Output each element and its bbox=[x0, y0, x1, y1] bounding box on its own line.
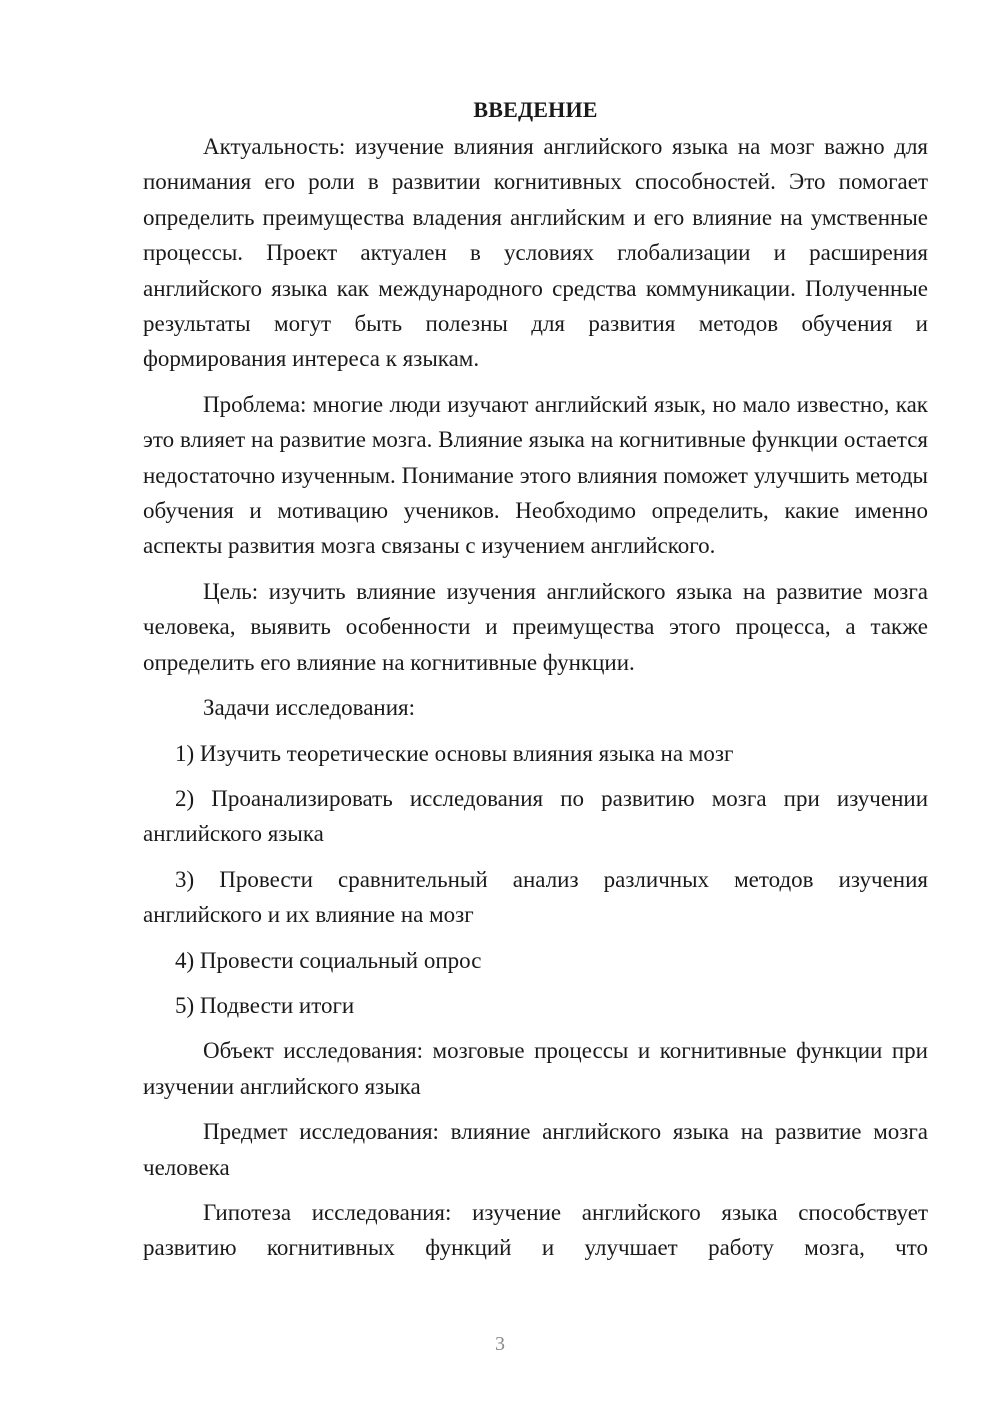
problem-paragraph: Проблема: многие люди изучают английский язык, но мало известно, как это влияет на развитие мозга. Влияние языка на когнитивные функции остается недостаточно изученным. Понимание этого влияния поможет улучшить методы обучения и мотивацию учеников. Необходимо определить, какие именно аспекты развития мозга связаны с изучением английского. bbox=[143, 391, 928, 559]
hypothesis-paragraph: Гипотеза исследования: изучение английского языка способствует развитию когнитивных функций и улучшает работу мозга, что bbox=[143, 1199, 928, 1261]
tasks-heading: Задачи исследования: bbox=[203, 695, 416, 721]
subject-paragraph: Предмет исследования: влияние английского языка на развитие мозга человека bbox=[143, 1119, 928, 1180]
object-paragraph: Объект исследования: мозговые процессы и когнитивные функции при изучении английского языка bbox=[143, 1038, 928, 1099]
task-item-2: 2) Проанализировать исследования по развитию мозга при изучении английского языка bbox=[143, 785, 928, 847]
page-title: ВВЕДЕНИЕ bbox=[473, 97, 598, 122]
task-item-1: 1) Изучить теоретические основы влияния языка на мозг bbox=[175, 740, 734, 766]
task-item-5: 5) Подвести итоги bbox=[175, 992, 355, 1018]
task-item-3: 3) Провести сравнительный анализ различных методов изучения английского и их влияние на мозг bbox=[143, 866, 928, 928]
goal-paragraph: Цель: изучить влияние изучения английского языка на развитие мозга человека, выявить особенности и преимущества этого процесса, а также определить его влияние на когнитивные функции. bbox=[143, 578, 928, 675]
page-content bbox=[143, 92, 928, 1276]
task-item-4: 4) Провести социальный опрос bbox=[175, 947, 482, 973]
relevance-paragraph: Актуальность: изучение влияния английского языка на мозг важно для понимания его роли в развитии когнитивных способностей. Это помогает определить преимущества владения английским и его влияние на умственные процессы. Проект актуален в условиях глобализации и расширения английского языка как международного средства коммуникации. Полученные результаты могут быть полезны для развития методов обучения и формирования интереса к языкам. bbox=[143, 134, 928, 372]
page-number: 3 bbox=[495, 1333, 505, 1355]
